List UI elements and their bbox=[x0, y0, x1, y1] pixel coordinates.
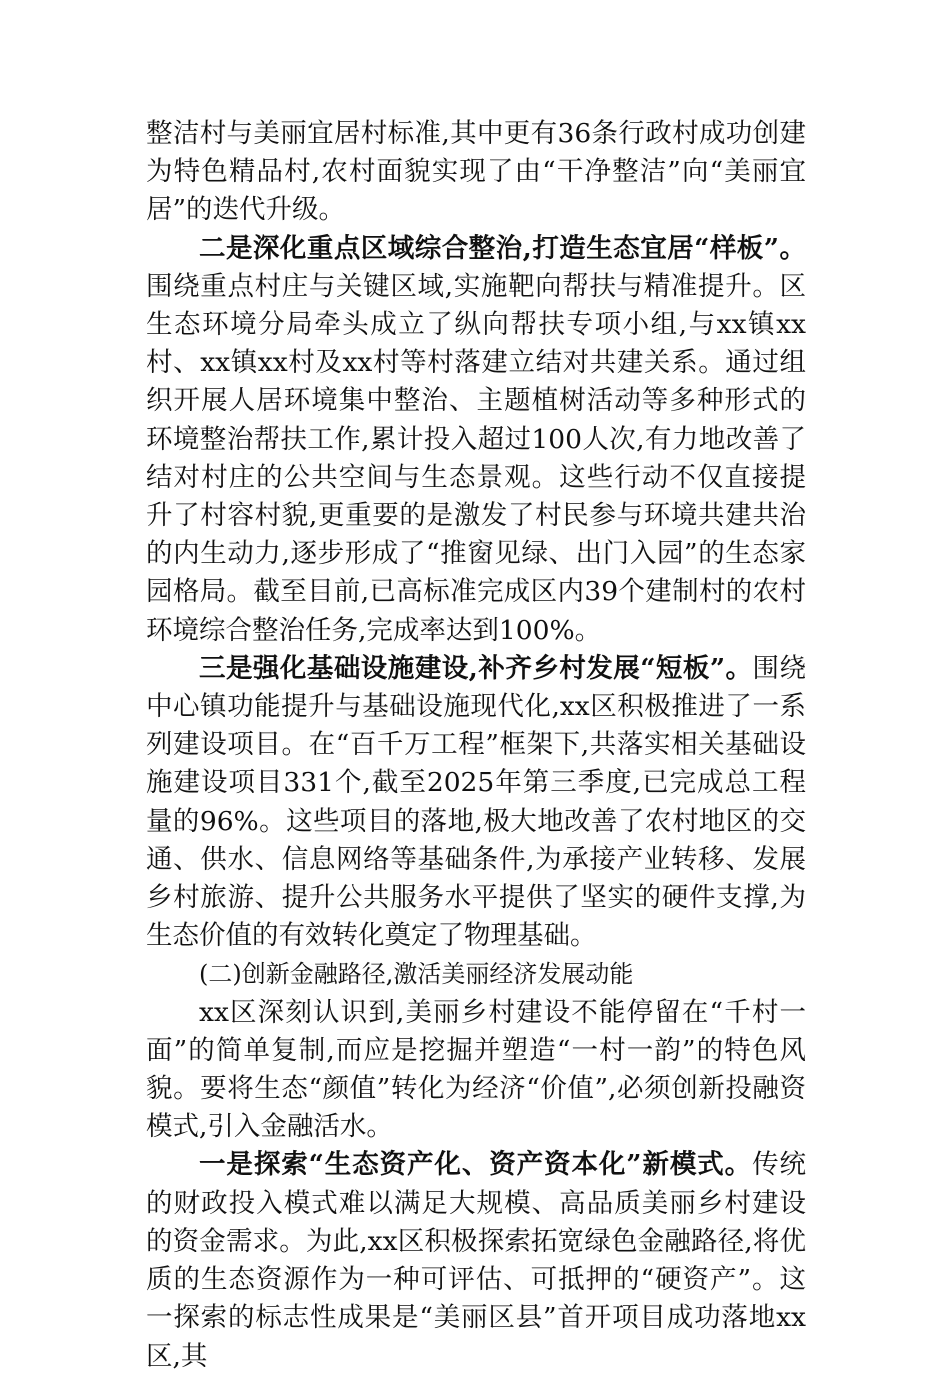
paragraph-lead: 二是深化重点区域综合整治,打造生态宜居“样板”。 bbox=[199, 232, 806, 264]
paragraph-infrastructure bbox=[146, 650, 806, 956]
paragraph-text: 整洁村与美丽宜居村标准,其中更有36条行政村成功创建为特色精品村,农村面貌实现了由“干净整洁”向“美丽宜居”的迭代升级。 bbox=[146, 118, 806, 226]
section-heading: (二)创新金融路径,激活美丽经济发展动能 bbox=[199, 960, 634, 989]
paragraph-text: 围绕重点村庄与关键区域,实施靶向帮扶与精准提升。区生态环境分局牵头成立了纵向帮扶专项小组,与xx镇xx村、xx镇xx村及xx村等村落建立结对共建关系。通过组织开展人居环境集中整治、主题植树活动等多种形式的环境整治帮扶工作,累计投入超过100人次,有力地改善了结对村庄的公共空间与生态景观。这些行动不仅直接提升了村容村貌,更重要的是激发了村民参与环境共建共治的内生动力,逐步形成了“推窗见绿、出门入园”的生态家园格局。截至目前,已高标准完成区内39个建制村的农村环境综合整治任务,完成率达到100%。 bbox=[146, 270, 806, 646]
paragraph-section-intro bbox=[146, 994, 806, 1147]
paragraph-text: 围绕中心镇功能提升与基础设施现代化,xx区积极推进了一系列建设项目。在“百千万工程”框架下,共落实相关基础设施建设项目331个,截至2025年第三季度,已完成总工程量的96%。这些项目的落地,极大地改善了农村地区的交通、供水、信息网络等基础条件,为承接产业转移、发展乡村旅游、提升公共服务水平提供了坚实的硬件支撑,为生态价值的有效转化奠定了物理基础。 bbox=[146, 652, 806, 952]
paragraph-ecological-assets bbox=[146, 1146, 806, 1375]
paragraph-text: 传统的财政投入模式难以满足大规模、高品质美丽乡村建设的资金需求。为此,xx区积极探索拓宽绿色金融路径,将优质的生态资源作为一种可评估、可抵押的“硬资产”。这一探索的标志性成果是“美丽区县”首开项目成功落地xx区,其 bbox=[146, 1149, 806, 1372]
paragraph-text: xx区深刻认识到,美丽乡村建设不能停留在“千村一面”的简单复制,而应是挖掘并塑造“一村一韵”的特色风貌。要将生态“颜值”转化为经济“价值”,必须创新投融资模式,引入金融活水。 bbox=[146, 996, 806, 1143]
paragraph-lead: 一是探索“生态资产化、资产资本化”新模式。 bbox=[199, 1149, 753, 1181]
paragraph-continuation bbox=[146, 115, 806, 230]
document-body bbox=[146, 115, 806, 1376]
paragraph-lead: 三是强化基础设施建设,补齐乡村发展“短板”。 bbox=[199, 652, 753, 684]
paragraph-key-area-renovation bbox=[146, 230, 806, 650]
